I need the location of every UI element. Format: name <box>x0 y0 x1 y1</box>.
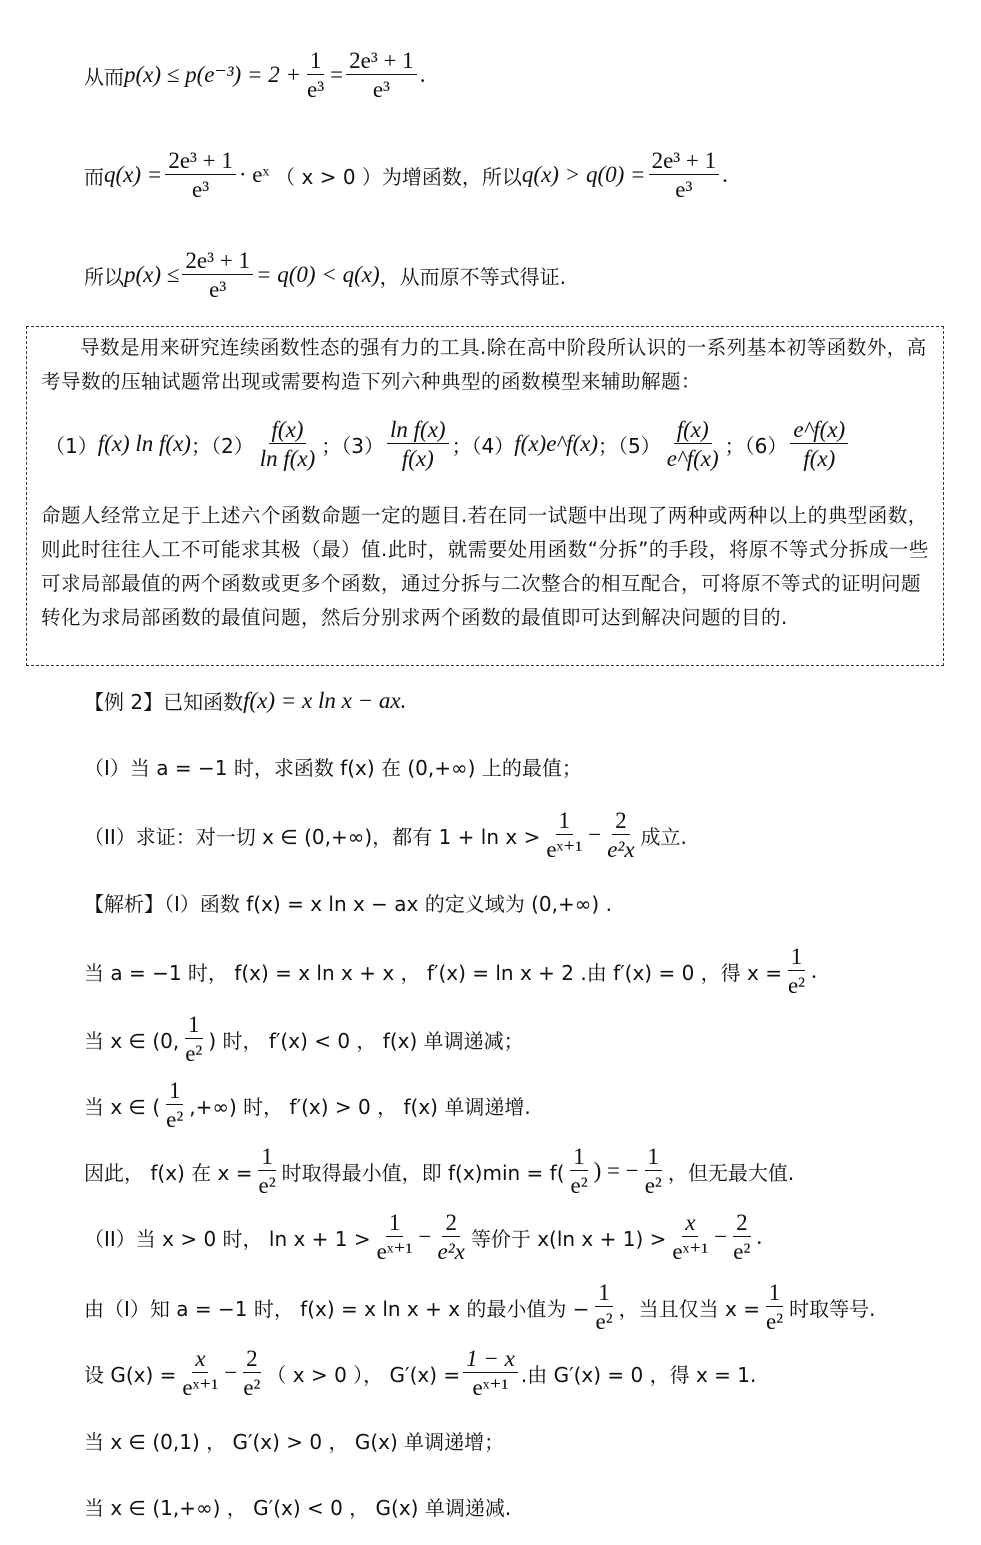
solution-3 <box>84 1012 524 1067</box>
fraction: $\frac{\text{2e³ + 1}}{\text{e³}}$ <box>165 148 236 203</box>
minus: − <box>714 1224 728 1250</box>
math: q(x) > q(0) = <box>521 162 646 188</box>
note-paragraph-1: 导数是用来研究连续函数性态的强有力的工具.除在高中阶段所认识的一系列基本初等函数外，高考导数的压轴试题常出现或需要构造下列六种典型的函数模型来辅助解题： <box>41 336 927 393</box>
text: 时取得最小值，即 f(x)min = f( <box>281 1160 565 1185</box>
line-2 <box>84 148 728 203</box>
solution-9 <box>84 1426 504 1455</box>
text: （ x > 0 ）， G′(x) = <box>266 1362 461 1387</box>
model-4: f(x)e^f(x) <box>514 431 599 457</box>
line-3 <box>84 248 566 303</box>
function-models <box>45 417 851 472</box>
fraction: $\frac{1}{\text{e³}}$ <box>307 48 325 103</box>
text: 时取等号. <box>789 1296 876 1321</box>
math: · eˣ <box>238 162 270 188</box>
fraction: $\frac{\text{2e³ + 1}}{\text{e³}}$ <box>346 48 417 103</box>
text: ，从而原不等式得证. <box>379 264 566 289</box>
text: （ x > 0 ）为增函数，所以 <box>275 164 522 189</box>
solution-10 <box>84 1492 511 1521</box>
solution-6 <box>84 1210 762 1265</box>
math: p(x) ≤ p(e⁻³) = 2 + <box>124 62 302 88</box>
label: ；（6） <box>724 433 788 458</box>
fraction: $\frac{1}{\text{e²}}$ <box>166 1078 184 1133</box>
fraction: $\frac{1 - x}{\text{eˣ⁺¹}}$ <box>463 1346 518 1401</box>
model-6: $\frac{e\^{}f(x)}{f(x)}$ <box>790 417 848 472</box>
fraction: $\frac{\text{2e³ + 1}}{\text{e³}}$ <box>182 248 253 303</box>
text: ，但无最大值. <box>667 1160 795 1185</box>
fraction: $\frac{x}{\text{eˣ⁺¹}}$ <box>672 1210 709 1265</box>
label: ；（3） <box>321 433 384 458</box>
fraction: $\frac{1}{\text{eˣ⁺¹}}$ <box>376 1210 413 1265</box>
example-title <box>84 686 406 715</box>
text: 设 G(x) = <box>84 1362 177 1387</box>
math: = q(0) < q(x) <box>255 262 380 288</box>
model-5: $\frac{f(x)}{e\^{}f(x)}$ <box>666 417 719 472</box>
minus: − <box>588 822 602 848</box>
text: 当 x ∈ (0, <box>84 1028 180 1053</box>
equals: = <box>330 62 344 88</box>
text: 当 a = −1 时， f(x) = x ln x + x ， f′(x) = ln x + 2 .由 f′(x) = 0 ，得 x = <box>84 960 782 985</box>
text: ) 时， f′(x) < 0 ， f(x) 单调递减； <box>208 1028 524 1053</box>
fraction: $\frac{\text{2e³ + 1}}{\text{e³}}$ <box>649 148 720 203</box>
text: （I）当 a = −1 时，求函数 f(x) 在 (0,+∞) 上的最值； <box>84 756 582 780</box>
period: . <box>756 1224 763 1250</box>
fraction: $\frac{1}{\text{e²}}$ <box>570 1144 588 1199</box>
fraction: $\frac{2}{\text{e²x}}$ <box>607 808 635 863</box>
period: . <box>811 958 817 984</box>
fraction: $\frac{2}{\text{e²x}}$ <box>437 1210 465 1265</box>
text: 所以 <box>84 264 124 289</box>
text: 因此， f(x) 在 x = <box>84 1160 253 1185</box>
model-1: f(x) ln f(x) <box>97 431 191 457</box>
math: ) = − <box>593 1158 639 1184</box>
math: f(x) = x ln x − ax. <box>243 687 407 713</box>
question-2 <box>84 808 687 863</box>
solution-7 <box>84 1280 875 1335</box>
text: 由（I）知 a = −1 时， f(x) = x ln x + x 的最小值为 − <box>84 1296 590 1321</box>
text: ,+∞) 时， f′(x) > 0 ， f(x) 单调递增. <box>189 1094 531 1119</box>
label: （1） <box>45 433 98 458</box>
fraction: $\frac{1}{\text{e²}}$ <box>595 1280 613 1335</box>
text: 当 x ∈ (0,1) ， G′(x) > 0 ， G(x) 单调递增； <box>84 1430 505 1454</box>
question-1 <box>84 752 582 781</box>
text: 而 <box>84 164 104 189</box>
text: 成立. <box>640 824 687 849</box>
fraction: $\frac{2}{\text{e²}}$ <box>243 1346 261 1401</box>
solution-1 <box>84 888 612 917</box>
text: 等价于 x(ln x + 1) > <box>470 1226 667 1251</box>
text: 当 x ∈ (1,+∞) ， G′(x) < 0 ， G(x) 单调递减. <box>84 1496 512 1520</box>
fraction: $\frac{1}{\text{e²}}$ <box>185 1012 203 1067</box>
math: q(x) = <box>104 162 163 188</box>
label: ；（5） <box>598 433 661 458</box>
text: 从而 <box>84 64 124 89</box>
fraction: $\frac{1}{\text{e²}}$ <box>258 1144 276 1199</box>
model-3: $\frac{\text{ln f(x)}}{f(x)}$ <box>387 417 449 472</box>
solution-8 <box>84 1346 756 1401</box>
text: .由 G′(x) = 0 ，得 x = 1. <box>520 1362 757 1387</box>
text: （II）求证：对一切 x ∈ (0,+∞)，都有 1 + ln x > <box>84 824 541 849</box>
fraction: $\frac{1}{\text{e²}}$ <box>644 1144 662 1199</box>
text: 【解析】（I）函数 f(x) = x ln x − ax 的定义域为 (0,+∞) . <box>84 892 612 916</box>
text: ，当且仅当 x = <box>618 1296 760 1321</box>
fraction: $\frac{1}{\text{eˣ⁺¹}}$ <box>546 808 583 863</box>
minus: − <box>418 1224 432 1250</box>
note-box <box>26 326 944 666</box>
minus: − <box>224 1360 238 1386</box>
line-1 <box>84 48 425 103</box>
math: p(x) ≤ <box>124 262 180 288</box>
text: 当 x ∈ ( <box>84 1094 161 1119</box>
text: （II）当 x > 0 时， ln x + 1 > <box>84 1226 371 1251</box>
label: ；（2） <box>190 433 254 458</box>
model-2: $\frac{f(x)}{\text{ln f(x)}}$ <box>259 417 316 472</box>
fraction: $\frac{2}{\text{e²}}$ <box>733 1210 751 1265</box>
period: . <box>419 62 426 88</box>
solution-2 <box>84 944 817 999</box>
text: 【例 2】已知函数 <box>84 690 244 714</box>
label: ；（4） <box>451 433 515 458</box>
solution-5 <box>84 1144 794 1199</box>
note-paragraph-2: 命题人经常立足于上述六个函数命题一定的题目.若在同一试题中出现了两种或两种以上的典型函数，则此时往往人工不可能求其极（最）值.此时，就需要处用函数“分拆”的手段，将原不等式分拆成一些可求局部最值的两个函数或更多个函数，通过分拆与二次整合的相互配合，可将原不等式的证明问题转化为求局部函数的最值问题，然后分别求两个函数的最值即可达到解决问题的目的. <box>41 504 929 629</box>
period: . <box>722 162 728 188</box>
fraction: $\frac{x}{\text{eˣ⁺¹}}$ <box>182 1346 219 1401</box>
solution-4 <box>84 1078 531 1133</box>
fraction: $\frac{1}{\text{e²}}$ <box>765 1280 784 1335</box>
fraction: $\frac{1}{\text{e²}}$ <box>787 944 806 999</box>
